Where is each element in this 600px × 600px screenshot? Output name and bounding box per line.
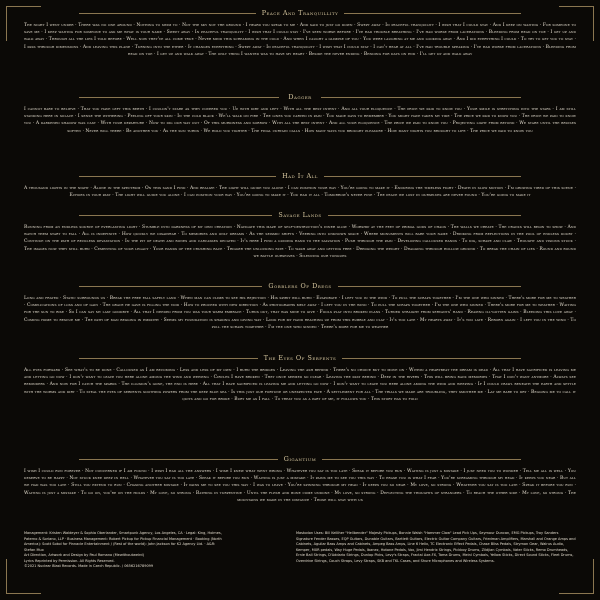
song-title-text: Savage Lands <box>272 211 327 219</box>
song-lyrics: I wish I could run forever · Not concerned if I am found · I wish I had all the answers · I wish I knew what went wrong · Whatever you say is too late · Speak it before you run · Waiting is just a mistake · I just need you to wonder · Tell me all is well · You deserve to be happy · Not stuck knee deep in hell · Whatever you say is too late · Speak it before you run · Waiting is just a mistake · It pains me to see you this way · To erase you is what I fear · You're screaming through my head · It keeps you near · But all we had was too late · Still you extend to run · Chasing another mistake · It pains me to see you this way · I was to leave · You're spinning through my head · It keeps you so near · My love, so strong · Whatever you say is too late · Speak it before you run · Waiting is just a mistake · To go on, you're on the holds · My love, so strong · Bathing in turpentine · Until the flesh and bone come undone · My love, so strong · Deflecting the thoughts of strangers · To reach the other side · My love, so strong · The mountains we made in the distance · Those will stay with us <box>24 469 576 503</box>
song-header <box>24 454 576 465</box>
song-block <box>24 171 576 199</box>
song-title-text: Gobblers Of Dregs <box>262 282 337 290</box>
credits-management: Management: Kristen Waldeyer & Sophia Oberlander, Smartpunk Agency, Los Angeles, CA · Legal: King, Holmes, Paterno & Soriano, LLP · Business Management: Robert Pickup for Pickup Financial Management · Booking (North America): Scott Sokol for Pinnacle Entertainment / (Rest of the world): John Jackson for K2 Agency Ltd. · A&R: Stefan Mux <box>24 531 222 552</box>
song-title <box>24 454 576 465</box>
song-lyrics: Running from an endless source of everlasting light · Stumble into darkness of my own creation · Navigate this maze of self-destruction's inner glow · Worship at the feet of primal gods of chaos · The walls we create · The cracks will begin to show · And watch them start to fall · All is indefinite · How quickly we disappear · To memories and only dreams · As the seismic shifts · Veering into unknown space · Where monuments will bare your name · Drinking from reflections in the pool of endless doubt · Continue on the path of reckless devastation · In the pit of death and bones and carcasses decayed · It's here I find a guiding hand to the salvation · Push through the pain · Developing calloused hands · To dig, scrape and claw · Thought and visions stuck · The images now they still burn · Cementing of your legacy · Your hands of the crushing race · Trigger the unlocking fate · To wash away and letting free · Dredging the weight · Dragging through hollow ground · To break the chain of lies · Round and round we battle ourselves · Silencing our tongues <box>24 225 576 259</box>
song-header <box>24 92 576 103</box>
corner-ornament <box>559 559 594 594</box>
song-title-text: Gigantium <box>278 455 322 463</box>
song-header <box>24 281 576 292</box>
song-lyrics: The night I went under · There was no one around · Nothing to swim to · Not the sky not the ground · I heard you speak to me · And said to just go down · Swept away · In peaceful tranquility · I wish that I could stay · And I keep on waiting · For someone to save me · I keep waiting for someone to ask me what is your name · Swept away · In peaceful tranquility · I wish that I could stay · I've seen worse before · I've had trouble breathing · I've had worse from lacerations · Bleeding from head on toe · I get up and walk away · Through all the lies I told before · Well now they've all come true · Never mind this screaming in the cold · And when I caught a glimpse of you · You were laughing at me and looking away · And I did everything I could · To try to get you to stay · I pass through dimensions · And leaving this plane · Turning into the ether · It changes everything · Swept away · In peaceful tranquility · I wish that I could stay · I can't hear at all · I've had trouble speaking · I've had worse from lacerations · Bleeding from head on toe · I get up and walk away · The only thing I wanted was to have my heart · Beside the never ending · Bending for days on end · I'll get up and walk away <box>24 23 576 57</box>
song-block <box>24 92 576 135</box>
song-block <box>24 454 576 504</box>
credits-endorsements: Mastodon Uses: Bill Kelliher "Hellbender" Majesty Pickups, Bonnie Walsh "Hammer Claw" Lead Pick Ups, Seymour Duncan, EMG Pickups, Troy Sanders Signature Fender Basses, EQP Guitars, Dunable Guitars, Bartlett Guitars, Electric Guitar Company Guitars, Friedman Amplifiers, Marshall and Orange Amps and Cabinets, Aguilar Bass Amps and Cabinets, Ampeg Bass Amps, Line 6 Helix, TC Electronic Effect Pedals, Chase Bliss Pedals, Strymon Gear, Walrus Audio, Kemper, MXR pedals, Way Huge Pedals, Ibanez, Hotone Pedals, Vox, Jimi Hendrix Strings, Pickboy Drums, Zildjian Cymbals, Vater Sticks, Remo Drumheads, Ernie Ball Strings, D'Addario Strings, Dunlop Picks, Levy's Straps, Fractal Axe-FX, Tama Drums, Meinl Cymbals, Yellow Sticks, Direct Sound Sticks, Fleet Drums, Overdrive Strings, Couch Straps, Levy Straps, SKB and TKL Cases, and Shure Microphones and Wireless Systems. <box>296 531 576 563</box>
song-header <box>24 353 576 364</box>
song-title-text: Had It All <box>276 172 324 180</box>
credits-lyrics-permission: Lyrics Reprinted by Permission. All Rights Reserved. <box>24 558 115 563</box>
song-block <box>24 8 576 58</box>
song-lyrics: Long and frayed · Static surrounds us · Break the free fall safely land · When man can climb to see his rejection · His spirit will burn · Evaporate · I left you in the wind · To pull the scraps together · I'm the one who sinned · There's more for me to weather · Complications of loss and of gain · The grace he gave is filling the void · How to proceed with new direction · As photographs melt away · I left you in the wind · To pull the scraps together · I'm the one who sinned · There's more for me to weather · Waiting for the sun to rise · So I can say my last goodbye · All that I needed from you was your warm embrace · Turns out, that was mine to give · Fools play into broken plans · Turned straight from servants' hand · Reaping ill-gotten gains · Bleeding this love away · Coming home to rescue me · The path of man begging in empathy · Seems my foundation is shaking and giving way · Look for my hand reaching up from this rubble and clay · It's too late · My hearts away · It's too late · Reborn again · I left you in the wind · To pull the scraps together · I'm the one who sinned · There's more for me to weather <box>24 296 576 330</box>
credits-copyright: ©2021 Nuclear Blast Records. Made in Czech Republic. / 0656216789099 <box>24 564 154 568</box>
song-lyrics: I cannot bare to believe · That you have left this berth · I couldn't stare as they covered you · Up with dirt and left · With all the best intent · And all your eloquence · The price we paid to know you · Your smile is stretching into the stars · I am still standing here in solace · I sense the withering · Peeling off your skin · In the cold black · We'll walk on fire · The lines you carved in pain · You made days to remember · You might have taken my tide · The price we paid to know you · The price we paid to know you · A darkened shadow was cast · With your departure · Now to dig our way out · Of this murkiness and sorrow · With all the best intent · And all your eloquence · The price we paid to know you · Projecting light from beyond · We stare until the bruises soften · Never will there · Be another you · As the sun turns · We hold you tighter · The final curtain calls · How many ways you brought pleasure · How many nights you brought to life · The price we paid to know you <box>24 107 576 134</box>
song-lyrics: A thousand lights in the night · Alone in the spectrum · On this sand I find · And realize · The light will guide you alone · I can position your way · You're going to make it · Enduring the timeless fight · Death in slow motion · I'm growing tired of this scene · Echoes in your past · The light will guide you alone · I can position your way · You're going to make it · You had it all · Tomorrow's never fine · The peace we lost in ourselves are never found · You're going to make it <box>24 186 576 199</box>
song-block <box>24 281 576 331</box>
song-title <box>24 353 576 364</box>
song-title-text: The Eyes Of Serpents <box>258 354 343 362</box>
song-block <box>24 353 576 403</box>
credits-artwork: Art Direction, Artwork and Design by Paul Romano (Mewithoutweird) <box>24 553 144 557</box>
song-header <box>24 171 576 182</box>
song-title <box>24 210 576 221</box>
song-title <box>24 171 576 182</box>
song-title <box>24 92 576 103</box>
credits-left <box>24 531 224 570</box>
credits-right <box>296 531 576 564</box>
song-lyrics: All eyes forward · See what's to be done · Calloused as I am becoming · Less and less of my own · I burn the bridges · Leaving the ash behind · There's no choice but to move on · Within a heartbeat the dream is dead · All that I have sacrificed is leaving me and letting go now · I don't want to leave you here alone among the wind and weeping · Circles I have broken · They once seemed so clear · Leaving the past behind · Deep in the rivers · This will bring back memories · That I don't want anymore · Always see reminders · And now for I catch the sparks · The illusion's gone, the end is here · All that I have sacrificed is leaving me and letting go now · I don't want to leave you here alone among the wind and weeping · If I could crawl beneath the earth and settle with the worms and dirt · To steal the eyes of serpents soothing powers from the deep blue sea · Is this just our fortune or unexpected fate · A settlement for all · The trials we made are troubling, they smother me · Lay me bare to dry · Begging me to call it quits and go for broke · Bury me as I fall · To treat you as a part of me, it follows you · This story has to fold <box>24 368 576 402</box>
song-header <box>24 8 576 19</box>
song-header <box>24 210 576 221</box>
song-title <box>24 8 576 19</box>
song-title-text: Dagger <box>282 93 317 101</box>
song-title-text: Peace And Tranquillity <box>256 9 345 17</box>
song-title <box>24 281 576 292</box>
song-block <box>24 210 576 260</box>
